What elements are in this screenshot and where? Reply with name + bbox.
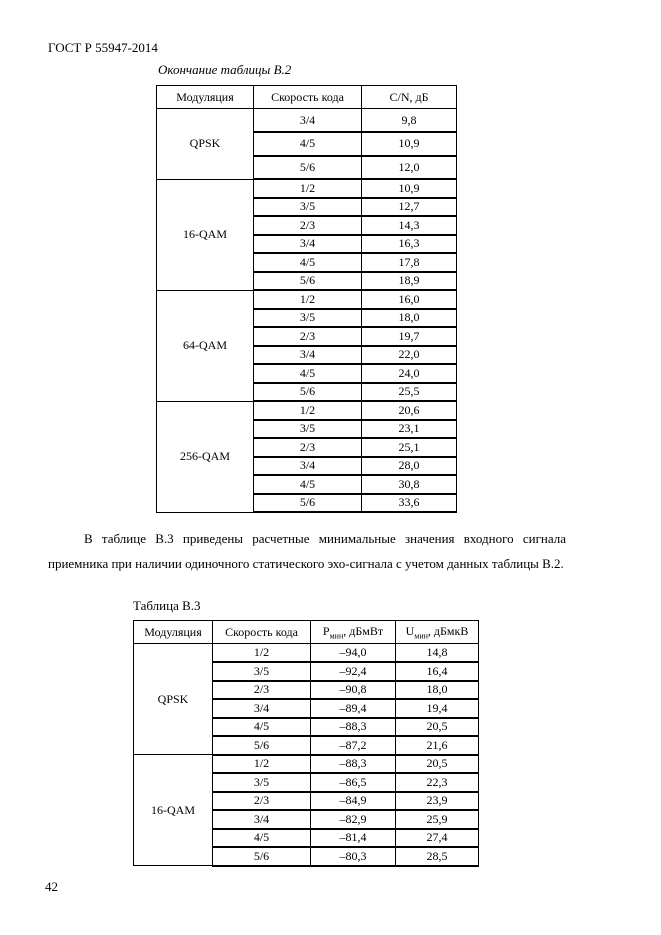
modulation-cell: 64-QAM — [157, 290, 254, 401]
column-header: Модуляция — [157, 86, 254, 109]
value-cell: 12,7 — [362, 198, 457, 217]
code-rate-cell: 4/5 — [213, 829, 311, 848]
value-cell: 10,9 — [362, 179, 457, 198]
col-u-sub: мин — [414, 631, 428, 641]
code-rate-cell: 3/5 — [213, 662, 311, 681]
value-cell: 28,0 — [362, 457, 457, 476]
table-b2-body — [157, 109, 457, 513]
modulation-cell: 16-QAM — [157, 179, 254, 290]
code-rate-cell: 5/6 — [254, 494, 362, 513]
table-row — [157, 401, 457, 420]
table-row — [134, 755, 479, 774]
code-rate-cell: 3/5 — [213, 773, 311, 792]
col-p-base: P — [322, 623, 330, 638]
document-header: ГОСТ Р 55947-2014 — [48, 40, 158, 55]
value-cell: 14,8 — [396, 644, 479, 663]
code-rate-cell: 5/6 — [213, 736, 311, 755]
code-rate-cell: 2/3 — [213, 681, 311, 700]
value-cell: 33,6 — [362, 494, 457, 513]
column-header: Скорость кода — [213, 621, 311, 644]
value-cell: 27,4 — [396, 829, 479, 848]
value-cell: 19,4 — [396, 699, 479, 718]
code-rate-cell: 4/5 — [254, 132, 362, 156]
code-rate-cell: 1/2 — [254, 290, 362, 309]
table-row — [157, 109, 457, 133]
value-cell: 22,0 — [362, 346, 457, 365]
code-rate-cell: 3/4 — [213, 810, 311, 829]
table-b3-body — [134, 644, 479, 866]
value-cell: 16,0 — [362, 290, 457, 309]
code-rate-cell: 4/5 — [254, 364, 362, 383]
value-cell: 23,9 — [396, 792, 479, 811]
column-header-p-min — [311, 621, 396, 644]
code-rate-cell: 3/4 — [254, 346, 362, 365]
code-rate-cell: 2/3 — [213, 792, 311, 811]
value-cell: 23,1 — [362, 420, 457, 439]
value-cell: –82,9 — [311, 810, 396, 829]
column-header: C/N, дБ — [362, 86, 457, 109]
value-cell: –89,4 — [311, 699, 396, 718]
value-cell: 25,9 — [396, 810, 479, 829]
table-row — [157, 290, 457, 309]
code-rate-cell: 1/2 — [254, 179, 362, 198]
code-rate-cell: 3/5 — [254, 309, 362, 328]
table-row — [134, 644, 479, 663]
value-cell: 25,1 — [362, 438, 457, 457]
code-rate-cell: 1/2 — [213, 644, 311, 663]
value-cell: 25,5 — [362, 383, 457, 402]
column-header: Скорость кода — [254, 86, 362, 109]
value-cell: –88,3 — [311, 718, 396, 737]
modulation-cell: 256-QAM — [157, 401, 254, 512]
code-rate-cell: 2/3 — [254, 327, 362, 346]
value-cell: –94,0 — [311, 644, 396, 663]
col-p-unit: , дБмВт — [343, 623, 384, 638]
value-cell: 9,8 — [362, 109, 457, 133]
value-cell: –87,2 — [311, 736, 396, 755]
column-header-u-min — [396, 621, 479, 644]
value-cell: 20,5 — [396, 755, 479, 774]
table-row — [157, 179, 457, 198]
value-cell: 16,4 — [396, 662, 479, 681]
modulation-cell: 16-QAM — [134, 755, 213, 866]
value-cell: 20,6 — [362, 401, 457, 420]
code-rate-cell: 5/6 — [254, 272, 362, 291]
code-rate-cell: 3/4 — [254, 457, 362, 476]
code-rate-cell: 3/4 — [254, 235, 362, 254]
code-rate-cell: 5/6 — [213, 847, 311, 866]
table-b2-caption: Окончание таблицы В.2 — [158, 62, 292, 77]
value-cell: –86,5 — [311, 773, 396, 792]
value-cell: 16,3 — [362, 235, 457, 254]
code-rate-cell: 1/2 — [254, 401, 362, 420]
value-cell: 18,0 — [362, 309, 457, 328]
code-rate-cell: 4/5 — [213, 718, 311, 737]
table-header-row — [134, 621, 479, 644]
value-cell: 20,5 — [396, 718, 479, 737]
value-cell: –84,9 — [311, 792, 396, 811]
table-b3 — [133, 620, 479, 867]
code-rate-cell: 2/3 — [254, 216, 362, 235]
col-p-sub: мин — [329, 631, 344, 641]
value-cell: 30,8 — [362, 475, 457, 494]
value-cell: –81,4 — [311, 829, 396, 848]
col-u-unit: , дБмкВ — [427, 623, 469, 638]
table-b2 — [156, 85, 457, 513]
value-cell: –88,3 — [311, 755, 396, 774]
code-rate-cell: 3/5 — [254, 198, 362, 217]
code-rate-cell: 3/4 — [213, 699, 311, 718]
value-cell: 24,0 — [362, 364, 457, 383]
value-cell: 18,0 — [396, 681, 479, 700]
code-rate-cell: 4/5 — [254, 475, 362, 494]
table-header-row — [157, 86, 457, 109]
value-cell: 10,9 — [362, 132, 457, 156]
value-cell: 21,6 — [396, 736, 479, 755]
value-cell: 19,7 — [362, 327, 457, 346]
page-number: 42 — [45, 879, 58, 894]
value-cell: 12,0 — [362, 156, 457, 180]
value-cell: –90,8 — [311, 681, 396, 700]
value-cell: 22,3 — [396, 773, 479, 792]
value-cell: –80,3 — [311, 847, 396, 866]
value-cell: 18,9 — [362, 272, 457, 291]
value-cell: 28,5 — [396, 847, 479, 866]
column-header: Модуляция — [134, 621, 213, 644]
code-rate-cell: 5/6 — [254, 156, 362, 180]
code-rate-cell: 3/5 — [254, 420, 362, 439]
paragraph-text: В таблице В.3 приведены расчетные минимальные значения входного сигнала приемника при наличии одиночного статического эхо-сигнала с учетом данных таблицы В.2. — [48, 531, 566, 571]
modulation-cell: QPSK — [157, 109, 254, 180]
value-cell: 14,3 — [362, 216, 457, 235]
col-u-base: U — [405, 623, 415, 638]
modulation-cell: QPSK — [134, 644, 213, 755]
table-b3-caption: Таблица В.3 — [133, 598, 201, 613]
value-cell: 17,8 — [362, 253, 457, 272]
code-rate-cell: 4/5 — [254, 253, 362, 272]
code-rate-cell: 3/4 — [254, 109, 362, 133]
code-rate-cell: 5/6 — [254, 383, 362, 402]
code-rate-cell: 1/2 — [213, 755, 311, 774]
code-rate-cell: 2/3 — [254, 438, 362, 457]
body-paragraph — [48, 526, 566, 576]
value-cell: –92,4 — [311, 662, 396, 681]
